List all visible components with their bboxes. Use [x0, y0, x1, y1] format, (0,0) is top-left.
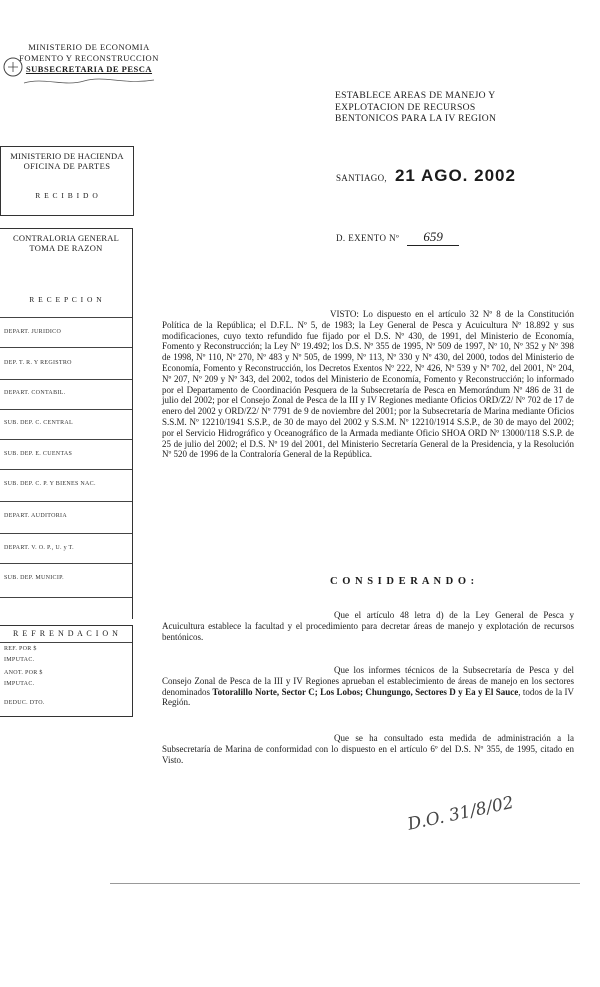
recepcion-row: SUB. DEP. C. CENTRAL	[4, 420, 74, 426]
decree-number: 659	[407, 229, 459, 246]
contraloria-line1: CONTRALORIA GENERAL	[12, 233, 120, 243]
recepcion-row: DEPART. CONTABIL.	[4, 390, 66, 396]
refrendacion-row: IMPUTAC.	[4, 657, 35, 663]
refrendacion-stamp	[0, 625, 133, 717]
ministry-line1: MINISTERIO DE ECONOMIA	[28, 42, 150, 52]
contraloria-line2: TOMA DE RAZON	[29, 243, 103, 253]
considerando-p1-text: Que el artículo 48 letra d) de la Ley General de Pesca y Acuicultura establece la facultad y el procedimiento para decretar áreas de manejo y explotación de recursos bentónicos.	[162, 610, 574, 642]
decree-label: D. EXENTO Nº	[336, 233, 400, 243]
date-line	[336, 166, 516, 186]
hacienda-line2: OFICINA DE PARTES	[23, 161, 111, 171]
signature-scribble-icon	[14, 75, 164, 89]
considerando-p2-text: Que los informes técnicos de la Subsecretaría de Pesca y del Consejo Zonal de Pesca de la III y IV Regiones aprueban el establecimiento de áreas de manejo en los sectores denominados	[162, 665, 574, 697]
recepcion-row: DEPART. JURIDICO	[4, 329, 62, 335]
recepcion-row: DEPART. AUDITORIA	[4, 513, 67, 519]
recepcion-row: DEPART. V. O. P., U. y T.	[4, 545, 74, 551]
visto-text: VISTO: Lo dispuesto en el artículo 32 Nº 8 de la Constitución Política de la República; el D.F.L. Nº 5, de 1983; la Ley General de Pesca y Acuicultura Nº 18.892 y sus modificaciones, cuyo texto refundido fue fijado por el D.S. Nº 430, de 1991, del Ministerio de Economía, Fomento y Reconstrucción; la Ley Nº 19.492; los D.S. Nº 355 de 1995, Nº 509 de 1997, Nº 10, Nº 352 y Nº 398 de 1998, Nº 110, Nº 270, Nº 483 y Nº 505, de 1999, Nº 113, Nº 330 y Nº 430, del 2000, todos del Ministerio de Economía, Fomento y Reconstrucción, los Decretos Exentos Nº 222, Nº 426, Nº 539 y Nº 702, del 2001, Nº 204, Nº 207, Nº 209 y Nº 343, del 2002, todos del Ministerio de Economía, Fomento y Reconstrucción; lo informado por el Departamento de Coordinación Pesquera de la Subsecretaría de Pesca en Memorándum Nº 486 de 31 de julio del 2002; por el Consejo Zonal de Pesca de la III y IV Regiones mediante Oficios ORD/Z2/ Nº 702 de 17 de enero del 2002 y ORD/Z2/ Nº 7791 de 9 de noviembre del 2001; por la Subsecretaría de Marina mediante Oficios S.S.M. Nº 12210/1941 S.S.P., de 30 de mayo del 2002 y S.S.M. Nº 12210/1914 S.S.P., de 30 de mayo del 2002; por el Servicio Hidrográfico y Oceanográfico de la Armada mediante Oficio SHOA ORD Nº 13000/118 S.S.P. de 25 de julio del 2002; el D.S. Nº 19 del 2001, del Ministerio Secretaría General de la Presidencia, y la Resolución Nº 520 de 1996 de la Contraloría General de la República.	[162, 309, 574, 460]
date-value: 21 AGO. 2002	[394, 166, 516, 185]
refrendacion-row: REF. POR $	[4, 646, 37, 652]
visto-paragraph	[162, 309, 574, 460]
seal-mark-icon	[2, 56, 24, 78]
bottom-rule	[110, 883, 580, 884]
date-place: SANTIAGO,	[336, 173, 387, 183]
recepcion-row: SUB. DEP. C. P. Y BIENES NAC.	[4, 481, 96, 487]
considerando-p3-text: Que se ha consultado esta medida de administración a la Subsecretaría de Marina de conformidad con lo dispuesto en el artículo 6º del D.S. Nº 355, de 1995, citado en Visto.	[162, 733, 574, 765]
ministry-header	[14, 42, 164, 89]
hacienda-stamp	[0, 146, 134, 216]
recepcion-label: R E C E P C I O N	[29, 295, 103, 304]
recibido-label: R E C I B I D O	[35, 191, 99, 200]
hacienda-line1: MINISTERIO DE HACIENDA	[10, 151, 124, 161]
recepcion-row: SUB. DEP. MUNICIP.	[4, 575, 64, 581]
recepcion-row: DEP. T. R. Y REGISTRO	[4, 360, 72, 366]
considerando-heading: C O N S I D E R A N D O :	[330, 576, 476, 587]
title-line3: BENTONICOS PARA LA IV REGION	[335, 113, 497, 124]
handwritten-annotation: D.O. 31/8/02	[405, 792, 516, 835]
refrendacion-row: DEDUC. DTO.	[4, 700, 45, 706]
considerando-p2-end: , todos de la IV Región.	[162, 686, 575, 708]
recepcion-row: SUB. DEP. E. CUENTAS	[4, 451, 73, 457]
refrendacion-row: ANOT. POR $	[4, 670, 43, 676]
title-line2: EXPLOTACION DE RECURSOS	[335, 101, 476, 113]
considerando-paragraph-1	[162, 610, 574, 642]
considerando-p2-sectors: Totoralillo Norte, Sector C; Los Lobos; Chungungo, Sectores D y Ea y El Sauce	[212, 686, 519, 697]
title-line1: ESTABLECE AREAS DE MANEJO Y	[335, 90, 496, 101]
ministry-line3: SUBSECRETARIA DE PESCA	[25, 64, 153, 74]
considerando-paragraph-2	[162, 665, 574, 708]
contraloria-stamp	[0, 228, 133, 619]
refrendacion-row: IMPUTAC.	[4, 681, 35, 687]
ministry-line2: FOMENTO Y RECONSTRUCCION	[19, 53, 159, 63]
decree-number-line	[336, 228, 459, 246]
decree-title	[335, 90, 575, 125]
considerando-paragraph-3	[162, 733, 574, 765]
refrendacion-label: R E F R E N D A C I O N	[13, 629, 119, 638]
